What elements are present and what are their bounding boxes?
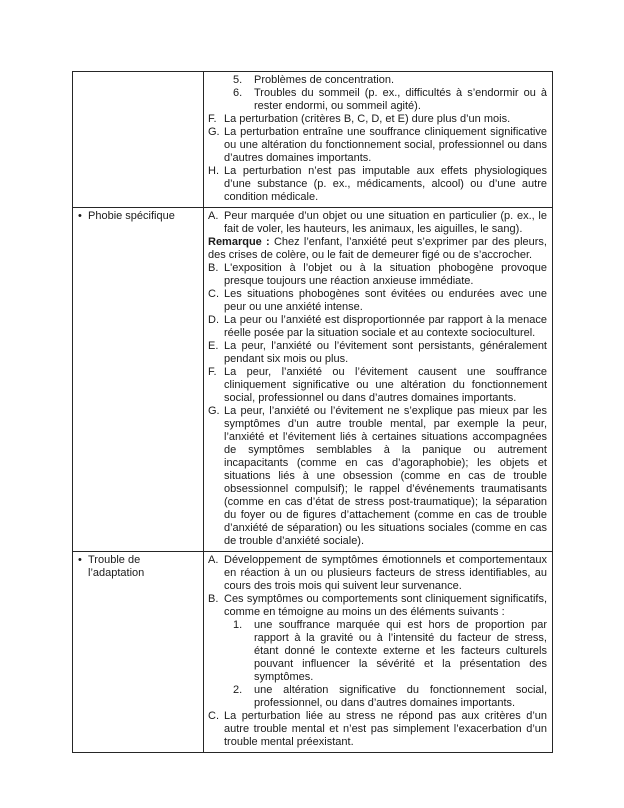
bullet-icon: • [78,554,82,566]
item-text: L'exposition à l’objet ou à la situation phobogène provoque presque toujours une réaction anxieuse immédiate. [224,262,547,287]
item-marker: G. [208,405,220,417]
item-marker: F. [208,366,217,378]
disorder-name: Phobie spécifique [88,210,175,222]
criterion-item [208,262,547,288]
criteria-cell [204,552,552,752]
disorder-name: Trouble de l’adaptation [88,554,145,579]
criterion-remark [208,236,547,262]
criterion-item [208,340,547,366]
item-marker: D. [208,314,219,326]
criterion-item [208,405,547,548]
criterion-item [208,366,547,405]
item-marker: 1. [233,619,243,631]
item-text: Problèmes de concentration. [254,74,395,86]
table-row [73,207,552,551]
item-text: Développement de symptômes émotionnels et comportementaux en réaction à un ou plusieurs facteurs de stress identifiables, au cours des trois mois qui suivent leur survenance. [224,554,547,592]
table-row [73,72,552,207]
item-text: une altération significative du fonctionnement social, professionnel, ou dans d’autres domaines importants. [254,684,547,709]
criterion-item [208,113,547,126]
item-text: La perturbation liée au stress ne répond pas aux critères d’un autre trouble mental et n’est pas simplement l’exacerbation d’un trouble mental préexistant. [224,710,547,748]
item-marker: C. [208,288,219,300]
criterion-item [208,165,547,204]
disorder-label [78,554,199,580]
item-text: La peur, l’anxiété ou l’évitement sont persistants, généralement pendant six mois ou plus. [224,340,547,365]
criteria-cell [204,72,552,207]
item-marker: H. [208,165,219,177]
criterion-item [233,74,547,87]
item-text: La perturbation (critères B, C, D, et E) dure plus d’un mois. [224,113,511,125]
item-marker: E. [208,340,219,352]
item-text: La peur, l’anxiété ou l’évitement causent une souffrance cliniquement significative ou une altération du fonctionnement social, professionnel ou dans d’autres domaines importants. [224,366,547,404]
disorder-label-cell [73,208,204,551]
item-text: Les situations phobogènes sont évitées ou endurées avec une peur ou une anxiété intense. [224,288,547,313]
item-marker: F. [208,113,217,125]
criterion-item [208,210,547,236]
item-marker: 6. [233,87,243,99]
item-marker: B. [208,593,219,605]
disorder-label [78,210,199,223]
item-marker: A. [208,554,219,566]
item-marker: 5. [233,74,243,86]
item-text: Ces symptômes ou comportements sont cliniquement significatifs, comme en témoigne au moins un des éléments suivants : [224,593,547,618]
criterion-item [208,710,547,749]
item-marker: B. [208,262,219,274]
criteria-cell [204,208,552,551]
item-text: La peur, l’anxiété ou l’évitement ne s’explique pas mieux par les symptômes d’un autre trouble mental, par exemple la peur, l’anxiété et l’évitement liés à certaines situations accompagnées de symptômes semblables à la panique ou autrement incapacitants (comme en cas d’agoraphobie); les objets et situations liés à une obsession (comme en cas de trouble obsessionnel compulsif); le rappel d’événements traumatisants (comme en cas d’état de stress post-traumatique); la séparation du foyer ou de figures d’attachement (comme en cas de trouble d’anxiété de séparation) ou les situations sociales (comme en cas de trouble d’anxiété sociale). [224,405,547,547]
item-marker: G. [208,126,220,138]
item-marker: A. [208,210,219,222]
criterion-subitem [233,684,547,710]
criterion-item [208,554,547,593]
item-text: La peur ou l’anxiété est disproportionnée par rapport à la menace réelle posée par la situation sociale et au contexte socioculturel. [224,314,547,339]
item-marker: C. [208,710,219,722]
criteria-table [72,71,553,753]
table-row [73,551,552,752]
criterion-item [208,288,547,314]
criterion-item [208,314,547,340]
item-text: Peur marquée d’un objet ou une situation en particulier (p. ex., le fait de voler, les hauteurs, les animaux, les aiguilles, le sang). [224,210,547,235]
remark-label: Remarque : [208,236,270,248]
criterion-item [208,593,547,619]
item-text: Chez l’enfant, l’anxiété peut s’exprimer par des pleurs, des crises de colère, ou le fait de demeurer figé ou de s’accrocher. [208,236,547,261]
item-text: une souffrance marquée qui est hors de proportion par rapport à la gravité ou à l’intensité du facteur de stress, étant donné le contexte externe et les facteurs culturels pouvant influencer la sévérité et la présentation des symptômes. [254,619,547,683]
criterion-item [208,126,547,165]
item-marker: 2. [233,684,243,696]
item-text: Troubles du sommeil (p. ex., difficultés à s’endormir ou à rester endormi, ou sommeil agité). [254,87,547,112]
criterion-subitem [233,619,547,684]
disorder-label-cell [73,72,204,207]
disorder-label-cell [73,552,204,752]
criterion-item [233,87,547,113]
item-text: La perturbation entraîne une souffrance cliniquement significative ou une altération du fonctionnement social, professionnel ou dans d’autres domaines importants. [224,126,547,164]
item-text: La perturbation n’est pas imputable aux effets physiologiques d’une substance (p. ex., médicaments, alcool) ou d’une autre condition médicale. [224,165,547,203]
bullet-icon: • [78,210,82,222]
